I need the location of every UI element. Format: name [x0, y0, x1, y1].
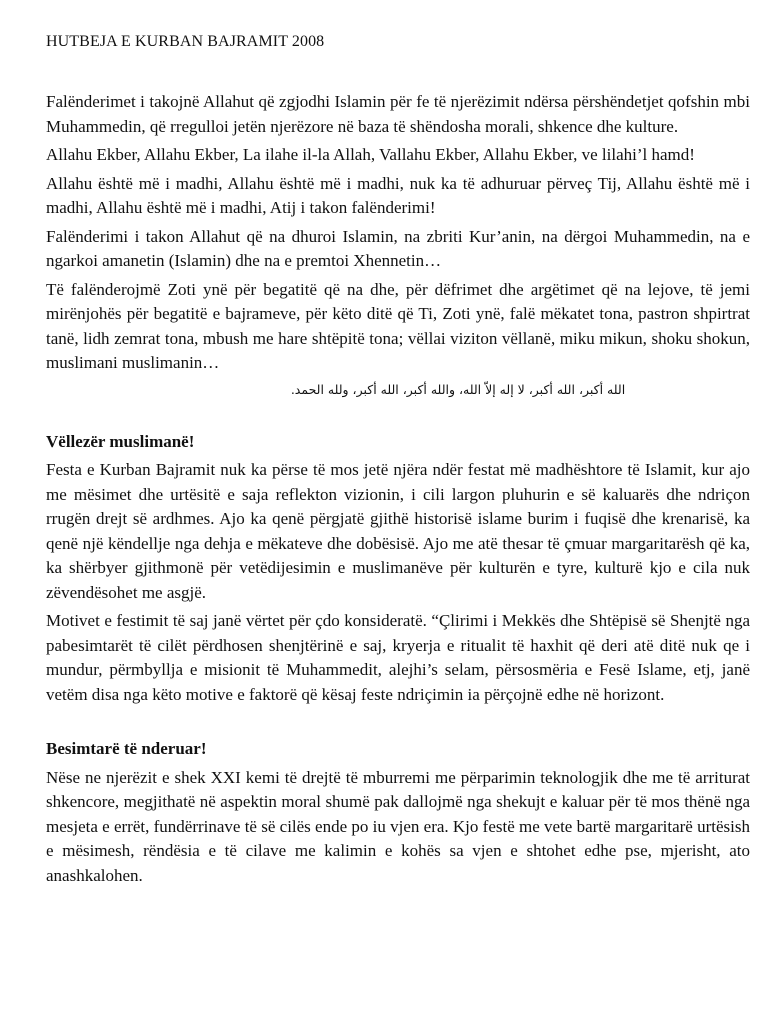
intro-paragraph: Falënderimet i takojnë Allahut që zgjodhi Islamin për fe të njerëzimit ndërsa përshëndetjet qofshin mbi Muhammedin, që rregulloi jetën njerëzore në baza të shëndosha morali, shkence dhe kulture.	[46, 92, 750, 136]
section-paragraph: Motivet e festimit të saj janë vërtet për çdo konsideratë. “Çlirimi i Mekkës dhe Shtëpisë së Shenjtë nga pabesimtarët të cilët përdhosen shenjtërinë e saj, kryerja e ritualit të haxhit që deri atë ditë nuk qe i mundur, përmbyllja e misionit të Muhammedit, alejhi’s selam, përsosmëria e Fesë Islame, etj, janë vetëm disa nga këto motive e faktorë që kësaj feste ndriçimin ia përçojnë edhe në horizont.	[46, 611, 750, 704]
section-heading: Besimtarë të nderuar!	[46, 739, 207, 758]
section-believers	[46, 737, 750, 888]
intro-section	[46, 90, 750, 400]
intro-paragraph: Allahu është më i madhi, Allahu është më i madhi, nuk ka të adhuruar përveç Tij, Allahu është më i madhi, Allahu është më i madhi, Atij i takon falënderimi!	[46, 173, 750, 217]
section-paragraph: Festa e Kurban Bajramit nuk ka përse të mos jetë njëra ndër festat më madhështore të Islamit, kur ajo me mësimet dhe urtësitë e saja reflekton vizionin, i cili largon pluhurin e së kaluarës dhe ndriçon rrugën drejt së ardhmes. Ajo ka qenë përgjatë gjithë historisë islame burim i fuqisë dhe krenarisë, ka qenë një këndellje nga dehja e mëkateve dhe dobësisë. Ajo me atë thesar të çmuar margaritarësh që ka, ka shërbyer gjithmonë për vetëdijesimin e muslimanëve për kulturën e tyre, kulturë kjo e cila nuk zëvendësohet me asgjë.	[46, 460, 750, 602]
section-heading: Vëllezër muslimanë!	[46, 431, 195, 451]
intro-paragraph: Allahu Ekber, Allahu Ekber, La ilahe il-la Allah, Vallahu Ekber, Allahu Ekber, ve lilahi’l hamd!	[46, 145, 695, 164]
intro-paragraph: Falënderimi i takon Allahut që na dhuroi Islamin, na zbriti Kur’anin, na dërgoi Muhammedin, na e ngarkoi amanetin (Islamin) dhe na e premtoi Xhennetin…	[46, 226, 750, 270]
document-title: HUTBEJA E KURBAN BAJRAMIT 2008	[46, 33, 325, 50]
arabic-takbir-line: الله أكبر، الله أكبر، لا إله إلاّ الله، والله أكبر، الله أكبر، ولله الحمد.	[290, 381, 626, 397]
section-brothers	[46, 430, 750, 708]
document-page	[46, 30, 750, 892]
section-paragraph: Nëse ne njerëzit e shek XXI kemi të drejtë të mburremi me përparimin teknologjik dhe me të arriturat shkencore, megjithatë në aspektin moral shumë pak dallojmë nga shekujt e kaluar për të mos thënë nga mesjeta e errët, fundërrinave të së cilës ende po iu vjen era. Kjo festë me vete bartë margaritarë urtësish e mësimesh, rëndësia e të cilave me kalimin e kohës sa vjen e shtohet edhe pse, mjerisht, ato anashkalohen.	[46, 767, 750, 885]
intro-paragraph: Të falënderojmë Zoti ynë për begatitë që na dhe, për dëfrimet dhe argëtimet që na lejove, të jemi mirënjohës për begatitë e bajrameve, për këto ditë që Ti, Zoti ynë, falë mëkatet tona, pastron shpirtrat tanë, lidh zemrat tona, mbush me hare shtëpitë tona; vëllai viziton vëllanë, miku mikun, shoku shokun, muslimani muslimanin…	[46, 279, 750, 372]
